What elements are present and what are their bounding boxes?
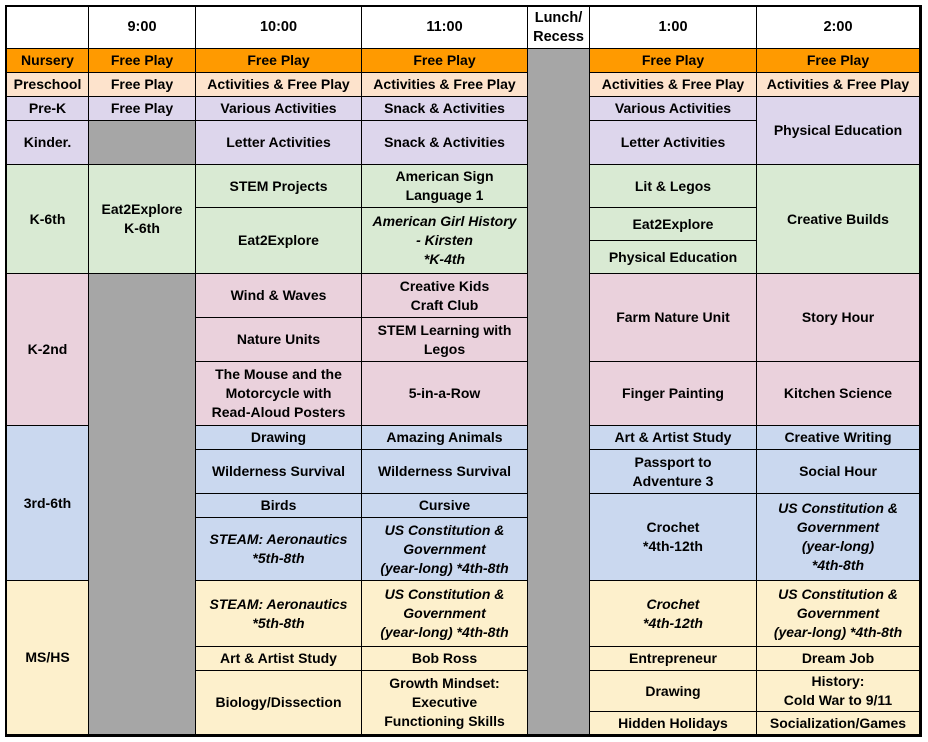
class-cell: Hidden Holidays — [590, 712, 757, 735]
class-cell: Various Activities — [196, 97, 362, 121]
header-11-00: 11:00 — [362, 7, 528, 49]
class-cell: Farm Nature Unit — [590, 274, 757, 362]
group-ms-hs: MS/HS — [7, 581, 89, 735]
class-cell: Letter Activities — [590, 121, 757, 165]
class-cell: STEAM: Aeronautics *5th-8th — [196, 581, 362, 647]
schedule-table — [5, 5, 922, 737]
class-cell: Art & Artist Study — [590, 426, 757, 450]
class-cell: Bob Ross — [362, 647, 528, 671]
class-cell: Free Play — [757, 49, 920, 73]
class-cell: Free Play — [196, 49, 362, 73]
group-nursery: Nursery — [7, 49, 89, 73]
class-cell: Eat2Explore — [196, 208, 362, 274]
group-3rd-6th: 3rd-6th — [7, 426, 89, 581]
class-cell: US Constitution & Government (year-long) *4th-8th — [362, 518, 528, 581]
header-lunch-recess: Lunch/ Recess — [528, 7, 590, 49]
class-cell: Lit & Legos — [590, 165, 757, 208]
class-cell: Wind & Waves — [196, 274, 362, 318]
class-cell: Various Activities — [590, 97, 757, 121]
class-cell: Creative Writing — [757, 426, 920, 450]
class-cell: History: Cold War to 9/11 — [757, 671, 920, 712]
class-cell: Snack & Activities — [362, 121, 528, 165]
class-cell: Finger Painting — [590, 362, 757, 426]
class-cell: Crochet *4th-12th — [590, 581, 757, 647]
class-cell: Biology/Dissection — [196, 671, 362, 735]
class-cell: Nature Units — [196, 318, 362, 362]
group-kinder: Kinder. — [7, 121, 89, 165]
class-cell: Wilderness Survival — [362, 450, 528, 494]
class-cell: US Constitution & Government (year-long) *4th-8th — [757, 581, 920, 647]
class-cell: Amazing Animals — [362, 426, 528, 450]
class-cell: Eat2Explore K-6th — [89, 165, 196, 274]
class-cell: Creative Builds — [757, 165, 920, 274]
class-cell: Crochet *4th-12th — [590, 494, 757, 581]
group-preschool: Preschool — [7, 73, 89, 97]
class-cell: Socialization/Games — [757, 712, 920, 735]
class-cell: STEM Learning with Legos — [362, 318, 528, 362]
class-cell: Activities & Free Play — [362, 73, 528, 97]
class-cell: Snack & Activities — [362, 97, 528, 121]
class-cell: Cursive — [362, 494, 528, 518]
class-cell: Activities & Free Play — [590, 73, 757, 97]
class-cell: Drawing — [590, 671, 757, 712]
header-1-00: 1:00 — [590, 7, 757, 49]
class-cell: 5-in-a-Row — [362, 362, 528, 426]
class-cell: American Sign Language 1 — [362, 165, 528, 208]
class-cell: Dream Job — [757, 647, 920, 671]
class-cell: Activities & Free Play — [757, 73, 920, 97]
class-cell: Entrepreneur — [590, 647, 757, 671]
header-9-00: 9:00 — [89, 7, 196, 49]
class-cell: Physical Education — [757, 97, 920, 165]
class-cell: American Girl History - Kirsten *K-4th — [362, 208, 528, 274]
header-10-00: 10:00 — [196, 7, 362, 49]
class-cell: Story Hour — [757, 274, 920, 362]
lunch-recess-block — [528, 49, 590, 735]
group-k-6th: K-6th — [7, 165, 89, 274]
empty-block — [89, 274, 196, 735]
class-cell: Social Hour — [757, 450, 920, 494]
class-cell: Free Play — [89, 73, 196, 97]
class-cell: Kitchen Science — [757, 362, 920, 426]
class-cell: STEAM: Aeronautics *5th-8th — [196, 518, 362, 581]
class-cell: Wilderness Survival — [196, 450, 362, 494]
class-cell: Free Play — [362, 49, 528, 73]
class-cell: Art & Artist Study — [196, 647, 362, 671]
class-cell: Creative Kids Craft Club — [362, 274, 528, 318]
class-cell: US Constitution & Government (year-long) *4th-8th — [362, 581, 528, 647]
class-cell: Birds — [196, 494, 362, 518]
class-cell: Physical Education — [590, 241, 757, 274]
empty-block — [89, 121, 196, 165]
group-k-2nd: K-2nd — [7, 274, 89, 426]
class-cell: STEM Projects — [196, 165, 362, 208]
class-cell: US Constitution & Government (year-long) *4th-8th — [757, 494, 920, 581]
header-corner — [7, 7, 89, 49]
class-cell: Letter Activities — [196, 121, 362, 165]
class-cell: Drawing — [196, 426, 362, 450]
header-2-00: 2:00 — [757, 7, 920, 49]
class-cell: The Mouse and the Motorcycle with Read-Aloud Posters — [196, 362, 362, 426]
class-cell: Growth Mindset: Executive Functioning Skills — [362, 671, 528, 735]
class-cell: Free Play — [89, 49, 196, 73]
class-cell: Free Play — [89, 97, 196, 121]
class-cell: Free Play — [590, 49, 757, 73]
class-cell: Passport to Adventure 3 — [590, 450, 757, 494]
class-cell: Eat2Explore — [590, 208, 757, 241]
class-cell: Activities & Free Play — [196, 73, 362, 97]
group-pre-k: Pre-K — [7, 97, 89, 121]
